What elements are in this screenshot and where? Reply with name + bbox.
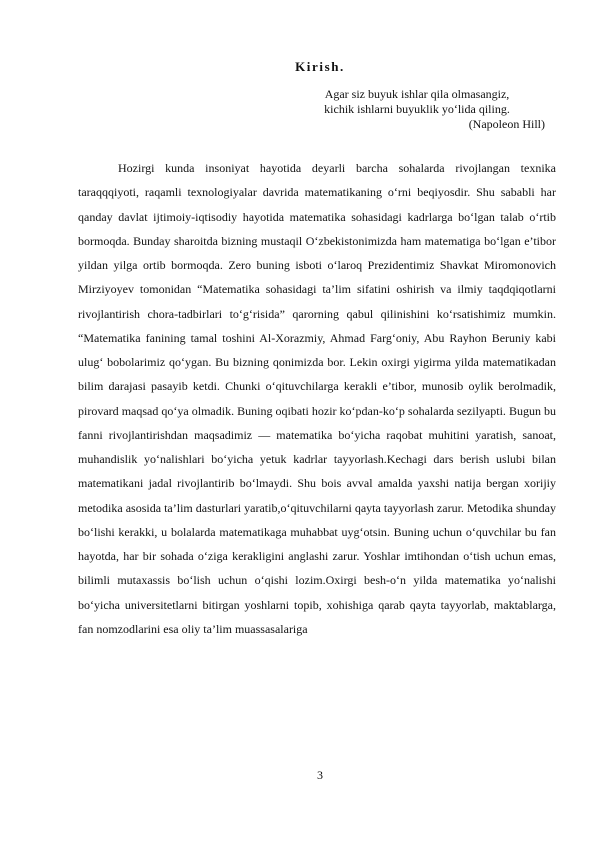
page-number: 3 (317, 768, 323, 782)
epigraph (287, 87, 547, 132)
body-paragraph: Hozirgi kunda insoniyat hayotida deyarli barcha sohalarda rivojlangan texnika taraqqqiyoti, raqamli texnologiyalar davrida matematikaning o‘rni beqiyosdir. Shu sababli har qanday davlat ijtimoiy-iqtisodiy hayotida matematika sohasidagi kadrlarga bo‘lgan talab o‘rtib bormoqda. Bunday sharoitda bizning mustaqil O‘zbekistonimizda ham matematiga bo‘lgan e’tibor yildan yilga ortib bormoqda. Zero buning isboti o‘laroq Prezidentimiz Shavkat Miromonovich Mirziyoyev tomonidan “Matematika sohasidagi ta’lim sifatini oshirish va ilmiy taqdqiqotlarni rivojlantirish chora-tadbirlari to‘g‘risida” qarorning qabul qilinishini ko‘rsatishimiz mumkin. “Matematika fanining tamal toshini Al-Xorazmiy, Ahmad Farg‘oniy, Abu Rayhon Beruniy kabi ulug‘ bobolarimiz qo‘ygan. Bu bizning qonimizda bor. Lekin oxirgi yigirma yilda matematikadan bilim darajasi pasayib ketdi. Chunki o‘qituvchilarga kerakli e’tibor, munosib oylik berolmadik, pirovard maqsad qo‘ya olmadik. Buning oqibati hozir ko‘pdan-ko‘p sohalarda sezilyapti. Bugun bu fanni rivojlantirishdan maqsadimiz — matematika bo‘yicha raqobat muhitini yaratish, sanoat, muhandislik yo‘nalishlari bo‘yicha yetuk kadrlar tayyorlash.Kechagi dars berish uslubi bilan matematikani jadal rivojlantirib bo‘lmaydi. Shu bois avval amalda yaxshi natija bergan xorijiy metodika asosida ta’lim dasturlari yaratib,o‘qituvchilarni qayta tayyorlash zarur. Metodika shunday bo‘lishi kerakki, u bolalarda matematikaga muhabbat uyg‘otsin. Buning uchun o‘quvchilar bu fan hayotda, har bir sohada o‘ziga kerakligini anglashi zarur. Yoshlar imtihondan o‘tish uchun emas, bilimli mutaxassis bo‘lish uchun o‘qishi lozim.Oxirgi besh-o‘n yilda matematika yo‘nalishi bo‘yicha universitetlarni bitirgan yoshlarni topib, xohishiga qarab qayta tayyorlab, maktablarga, fan nomzodlarini esa oliy ta’lim muassasalariga (78, 161, 556, 636)
epigraph-line: kichik ishlarni buyuklik yo‘lida qiling. (324, 102, 510, 116)
section-heading: Kirish. (295, 59, 345, 74)
epigraph-author: (Napoleon Hill) (468, 117, 545, 131)
epigraph-line: Agar siz buyuk ishlar qila olmasangiz, (324, 87, 510, 101)
